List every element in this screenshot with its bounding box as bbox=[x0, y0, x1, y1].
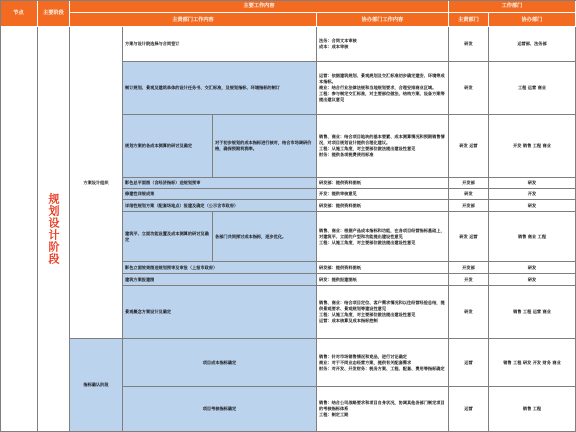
header-node: 节点 bbox=[0, 0, 38, 27]
row-lead-work: 修建性详规成果 bbox=[123, 189, 317, 200]
row-lead-dept: 研发 bbox=[449, 27, 489, 62]
row-assist-work: 研发部：提供资料图纸 bbox=[317, 200, 449, 212]
row-lead-work: 景观概念方案设计及确定 bbox=[123, 286, 317, 339]
header-main-work: 主要工作内容 bbox=[70, 0, 449, 13]
row-assist-work: 销售、商业：结合项目定位、客户需求情况和以往经营经验总结，提供景观要求、景观规划等建设性意见 工程：从施工角度，对主要部位做法提出建设性意见 运营：成本核算及成本指标控制 bbox=[317, 286, 449, 339]
phase-design-org: 方案设计组织 bbox=[70, 27, 123, 339]
stage-name: 规划设计阶段 bbox=[47, 193, 60, 265]
row-lead-dept: 研发 bbox=[449, 286, 489, 339]
row-lead-work: 影色立面效果图送规划预审及审批（上报市政府） bbox=[123, 262, 317, 274]
row-assist-dept: 销售 工程 bbox=[489, 387, 576, 432]
row-assist-work: 销售：结合公司战略要求和项目自身状况，协调其他各部门制定项目的考核指标体系 工程：制定工期 bbox=[317, 387, 449, 432]
row-assist-dept: 销售 工程 研发 开发 财务 商业 bbox=[489, 339, 576, 387]
row-assist-work: 销售、商业：根据产品成本指标和功能，在各项目经营指标基础上，对建筑平、立面的户型和功能提出建设性意见 工程：从施工角度，对主要部位做法提出建设性意见 bbox=[317, 212, 449, 262]
row-assist-work: 运营：依据建筑规划、景观规划及交汇标准初步确定建安、环境等成本指标。 商业：结合行业法律法规和当地规划要求，合理安排商业区域。 工程：参与制定交汇标准，对主要部位做法、结构方案、设备方案等提出建议意见 bbox=[317, 62, 449, 115]
row-assist-work: 销售：针对市场销售情况和竞品，进行讨论确定 商业：对于不同业态经营方案，提供有关配套需求 财务：对开发、开发财务：税务方案、工程、配套、费用等指标确定 bbox=[317, 339, 449, 387]
row-lead-dept: 研发 运营 bbox=[449, 212, 489, 262]
row-assist-dept: 运营部、法务部 bbox=[489, 27, 576, 62]
row-assist-dept: 开发 bbox=[489, 189, 576, 200]
phase-indicator-confirm: 指标确认阶段 bbox=[70, 339, 123, 432]
row-assist-work: 研发部：提供资料图纸 bbox=[317, 262, 449, 274]
row-assist-dept: 研发 bbox=[489, 262, 576, 274]
row-assist-dept: 研发 bbox=[489, 200, 576, 212]
row-lead-work: 制订规划、景观及建筑单体的设计任务书、交汇标准，及规划指标、环境指标的制订 bbox=[123, 62, 317, 115]
row-assist-dept: 研发 bbox=[489, 274, 576, 286]
header-assist-work: 协办部门工作内容 bbox=[317, 13, 449, 27]
header-dept-group: 工作部门 bbox=[449, 0, 576, 13]
row-lead-dept: 开发 bbox=[449, 274, 489, 286]
row-lead-dept: 开发部 bbox=[449, 200, 489, 212]
row-assist-work: 法务：合同文本审核 成本：成本审核 bbox=[317, 27, 449, 62]
row-lead-work: 方案与设计院选择与合同签订 bbox=[123, 27, 317, 62]
row-assist-dept: 销售 商业 工程 bbox=[489, 212, 576, 262]
row-assist-dept: 工程 运营 商业 bbox=[489, 62, 576, 115]
row-assist-dept: 研发 bbox=[489, 178, 576, 189]
row-assist-work: 销售、商业：结合项目地块的基本要素、成本测算情况和预期销售情况，对项目规划设计提供合理化建议。 工程：从施工角度，对主要部位做法提出建设性意见 财务：提供各项税费使用标准 bbox=[317, 115, 449, 178]
row-lead-work: 建筑方案报建图 bbox=[123, 274, 317, 286]
row-lead-detail: 对于初步规划的成本指标进行核对，结合市场调研价格，确保预期利润率。 bbox=[213, 115, 317, 178]
header-lead-dept: 主责部门 bbox=[449, 13, 489, 27]
row-lead-dept: 开发部 bbox=[449, 178, 489, 189]
row-lead-work: 影色总平面图（含经济指标）送规划预审 bbox=[123, 178, 317, 189]
row-lead-dept: 开发部 bbox=[449, 262, 489, 274]
node-column bbox=[0, 27, 38, 432]
row-assist-work: 研发部：提供资料图纸 bbox=[317, 178, 449, 189]
row-assist-work: 研发：提供报建图纸 bbox=[317, 274, 449, 286]
row-lead-detail: 各部门共同探讨成本指标，逐步优化。 bbox=[213, 212, 317, 262]
row-lead-work: 建筑平、立面功能设置及成本测算的研讨及确定 bbox=[123, 212, 213, 262]
row-lead-dept: 运营 bbox=[449, 387, 489, 432]
row-lead-work: 详细性规划方案（配套场地点）报建及确定（公示含市政府） bbox=[123, 200, 317, 212]
row-assist-work: 开发：提供审核意见 bbox=[317, 189, 449, 200]
header-assist-dept: 协办部门 bbox=[489, 13, 576, 27]
row-lead-dept: 研发 运营 bbox=[449, 115, 489, 178]
header-lead-work: 主责部门工作内容 bbox=[70, 13, 317, 27]
row-lead-dept: 研发 bbox=[449, 189, 489, 200]
row-assist-dept: 开发 销售 工程 商业 bbox=[489, 115, 576, 178]
stage-name-cell bbox=[38, 27, 70, 432]
row-assist-dept: 销售 工程 运营 商业 bbox=[489, 286, 576, 339]
row-lead-work: 项目考核指标确定 bbox=[123, 387, 317, 432]
row-lead-dept: 运营 bbox=[449, 339, 489, 387]
header-stage: 主要阶段 bbox=[38, 0, 70, 27]
row-lead-dept: 研发 bbox=[449, 62, 489, 115]
row-lead-work: 规划方案的各成本测算的研讨及确定 bbox=[123, 115, 213, 178]
row-lead-work: 项目成本指标确定 bbox=[123, 339, 317, 387]
